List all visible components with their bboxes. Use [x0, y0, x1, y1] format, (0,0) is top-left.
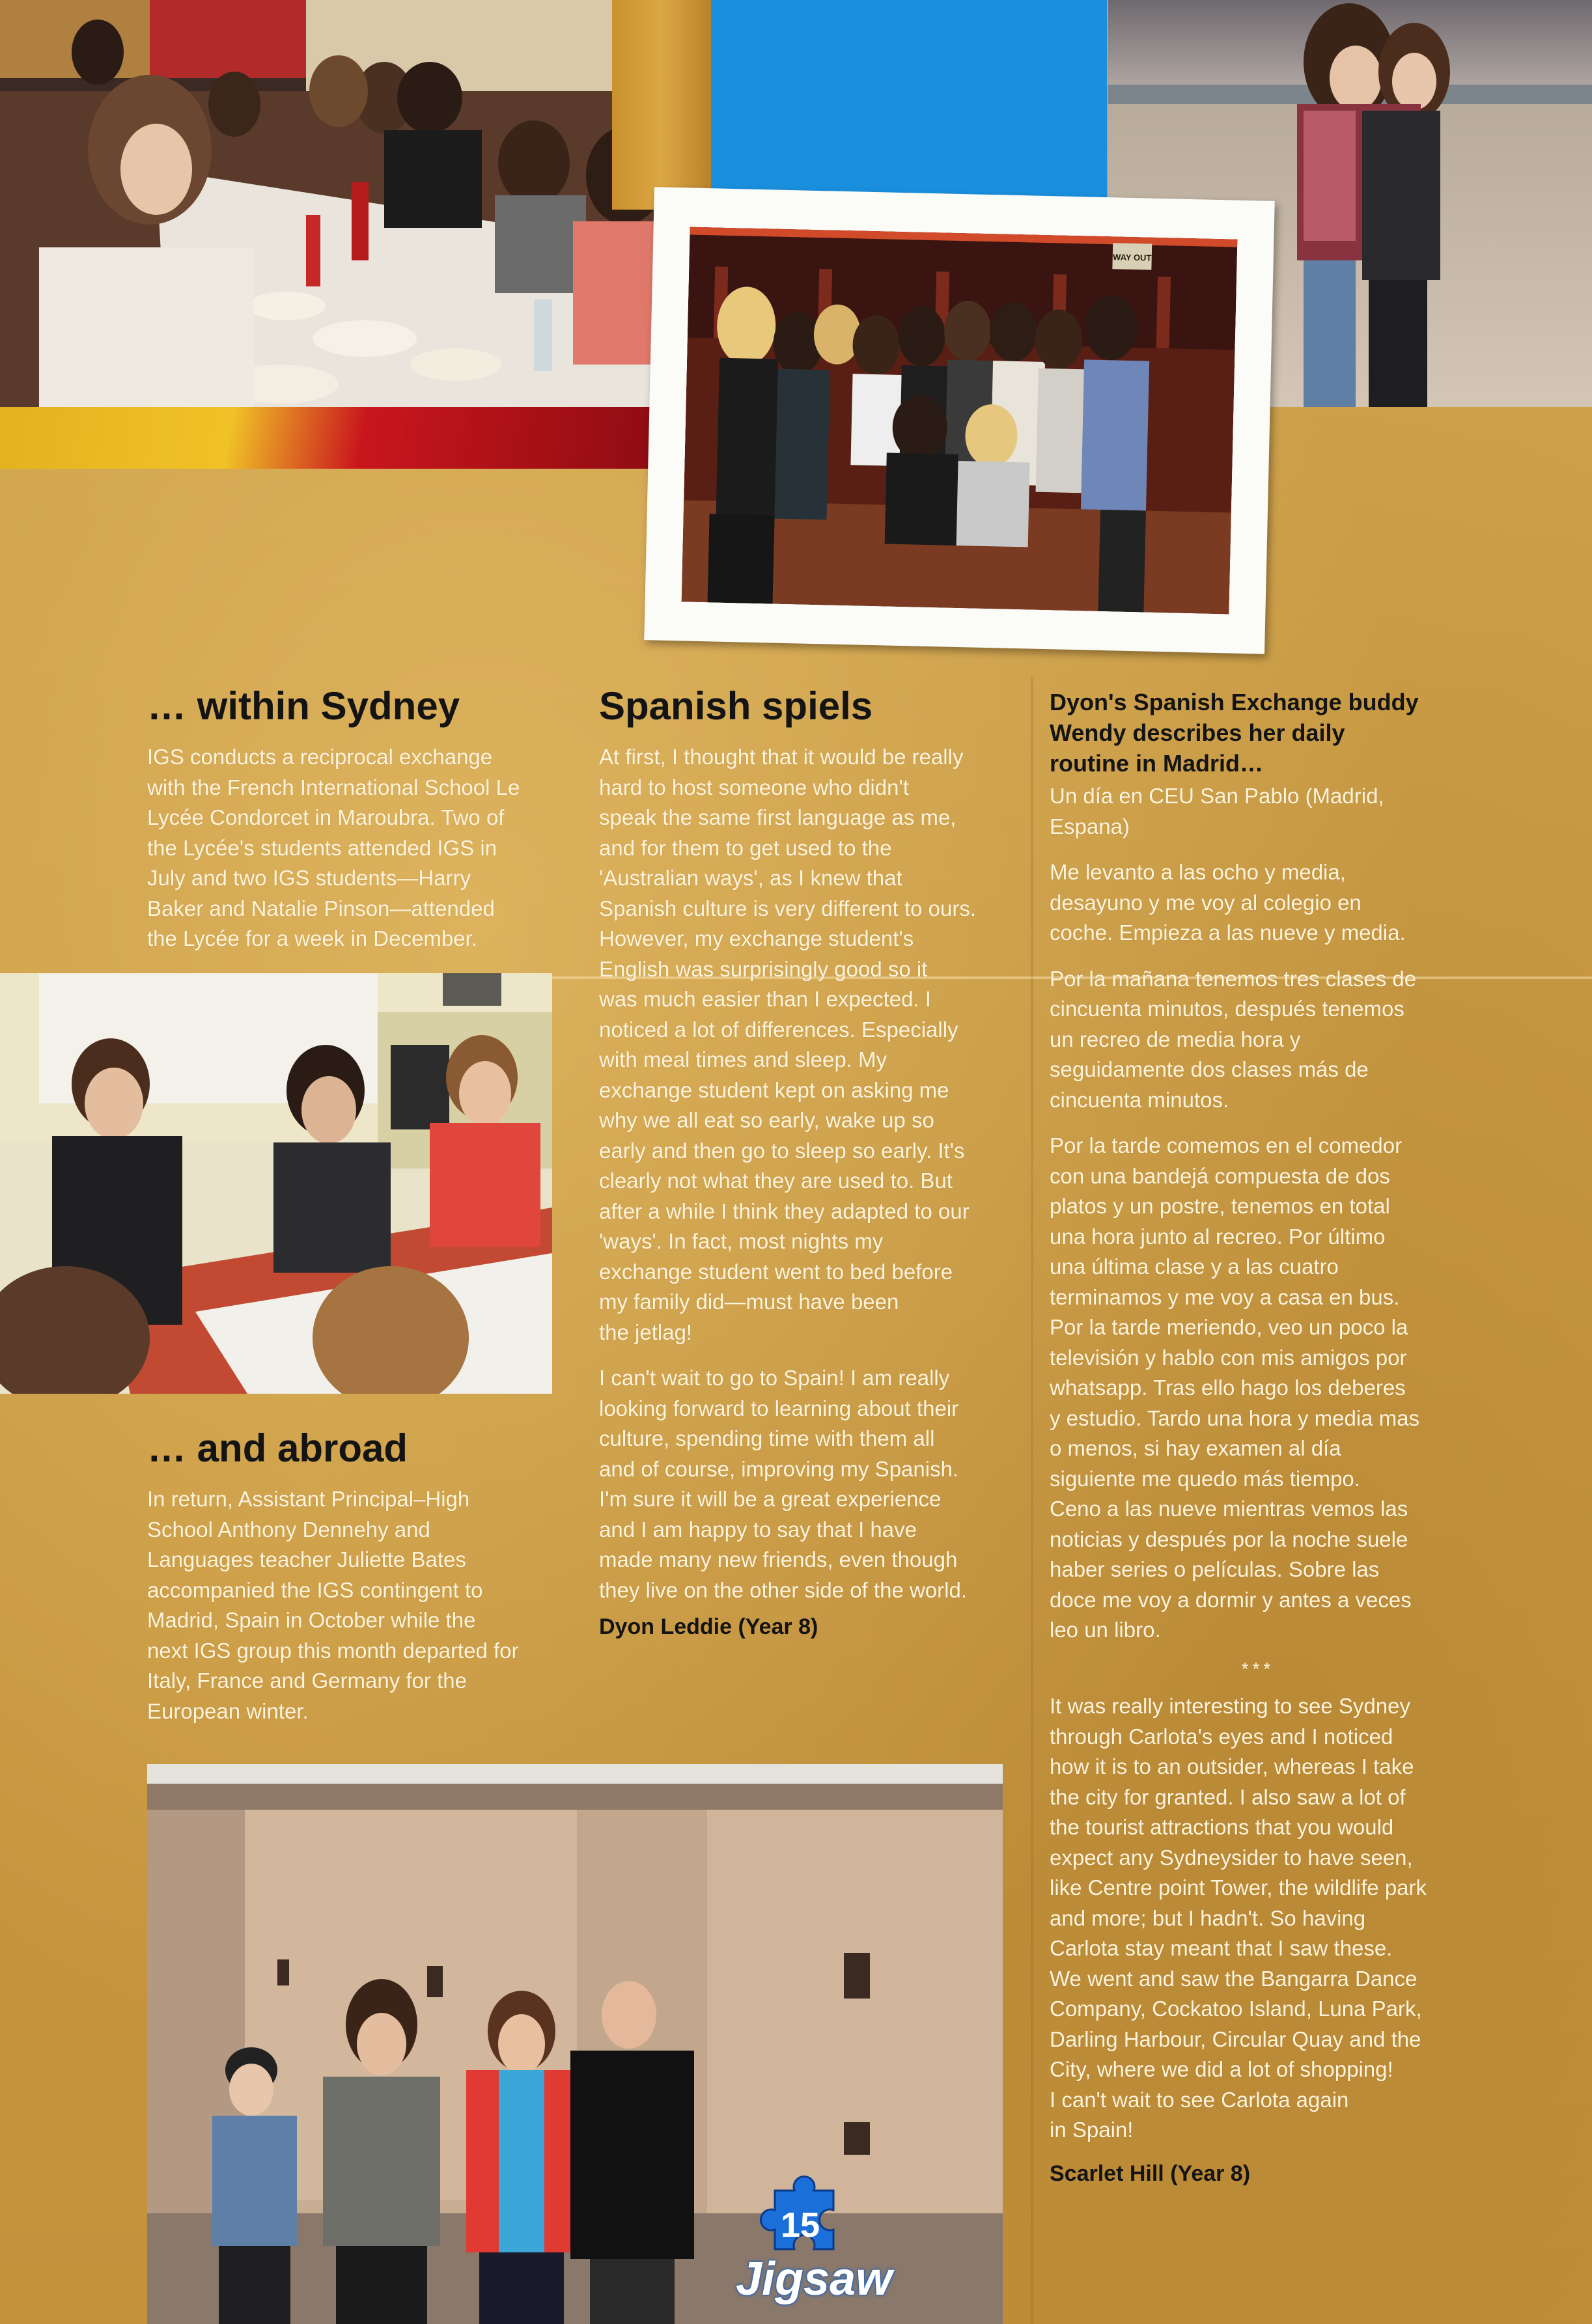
paragraph: In return, Assistant Principal–High School Anthony Dennehy and Languages teacher Juliette Bates accompanied the IGS contingent to Madrid, Spain in October while the next IGS group this month departed for Italy, France and Germany for the European winter.	[147, 1487, 519, 1723]
wood-panel	[612, 0, 711, 210]
photo-group-hall	[682, 227, 1238, 615]
magazine-name: Jigsaw	[736, 2253, 893, 2305]
heading-and-abroad: … and abroad	[147, 1426, 408, 1470]
paragraph: It was really interesting to see Sydney through Carlota's eyes and I noticed how it is to an outsider, whereas I take the city for granted. I also saw a lot of the tourist attractions that you would expect any Sydneysider to have seen, like Centre point Tower, the wildlife park and more; but I hadn't. So having Carlota stay meant that I saw these. We went and saw the Bangarra Dance Company, Cockatoo Island, Luna Park, Darling Harbour, Circular Quay and the City, where we did a lot of shopping! I can't wait to see Carlota again in Spain!	[1050, 1694, 1427, 2142]
paragraph: Por la mañana tenemos tres clases de cincuenta minutos, después tenemos un recreo de media hora y seguidamente dos clases más de cincuenta minutos.	[1050, 966, 1417, 1112]
paragraph: Me levanto a las ocho y media, desayuno y me voy al colegio en coche. Empieza a las nueve y media.	[1050, 860, 1406, 945]
polaroid-frame	[644, 187, 1275, 654]
article-and-abroad	[147, 1484, 564, 1742]
photo-group-dinner	[0, 0, 658, 407]
blue-color-block	[711, 0, 1107, 210]
jigsaw-logo	[729, 2165, 893, 2314]
paragraph: IGS conducts a reciprocal exchange with the French International School Le Lycée Condorcet in Maroubra. Two of the Lycée's students attended IGS in July and two IGS students—Harry Baker and Natalie Pinson—attended the Lycée for a week in December.	[147, 745, 520, 950]
paragraph: Por la tarde comemos en el comedor con una bandejá compuesta de dos platos y un postre, tenemos en total una hora junto al recreo. Por último una última clase y a las cuatro terminamos y me voy a casa en bus. Por la tarde meriendo, veo un poco la televisión y hablo con mis amigos por whatsapp. Tras ello hago los deberes y estudio. Tardo una hora y media mas o menos, si hay examen al día siguiente me quedo más tiempo. Ceno a las nueve mientras vemos las noticias y después por la noche suele haber series o películas. Sobre las doce me voy a dormir y antes a veces leo un libro.	[1050, 1133, 1420, 1642]
article-scarlet-hill	[1050, 1691, 1466, 2161]
paper-fold-vertical	[1031, 677, 1033, 2324]
article-within-sydney	[147, 742, 564, 970]
heading-within-sydney: … within Sydney	[147, 684, 460, 728]
paragraph: Un día en CEU San Pablo (Madrid, Espana)	[1050, 784, 1384, 838]
page-number: 15	[780, 2206, 820, 2245]
section-separator: ***	[1241, 1659, 1275, 1679]
heading-madrid-routine: Dyon's Spanish Exchange buddy Wendy describes her daily routine in Madrid…	[1050, 689, 1419, 777]
article-madrid-routine	[1050, 781, 1466, 1661]
article-spanish-spiels	[599, 742, 1016, 1621]
spanish-flag-strip	[0, 407, 658, 469]
byline-dyon-leddie: Dyon Leddie (Year 8)	[599, 1614, 818, 1639]
byline-scarlet-hill: Scarlet Hill (Year 8)	[1050, 2161, 1251, 2186]
heading-spanish-spiels: Spanish spiels	[599, 684, 873, 728]
way-out-sign: WAY OUT	[1112, 252, 1152, 263]
photo-classroom	[0, 973, 552, 1394]
paragraph: At first, I thought that it would be really hard to host someone who didn't speak the same first language as me, and for them to get used to the 'Australian ways', as I knew that Spanish culture is very different to ours. However, my exchange student's English was surprisingly good so it was much easier than I expected. I noticed a lot of differences. Especially with meal times and sleep. My exchange student kept on asking me why we all eat so early, wake up so early and then go to sleep so early. It's clearly not what they are used to. But after a while I think they adapted to our 'ways'. In fact, most nights my exchange student went to bed before my family did—must have been the jetlag!	[599, 745, 977, 1344]
paragraph: I can't wait to go to Spain! I am really looking forward to learning about their culture, spending time with them all and of course, improving my Spanish. I'm sure it will be a great experience and I am happy to say that I have made many new friends, even though they live on the other side of the world.	[599, 1366, 967, 1602]
